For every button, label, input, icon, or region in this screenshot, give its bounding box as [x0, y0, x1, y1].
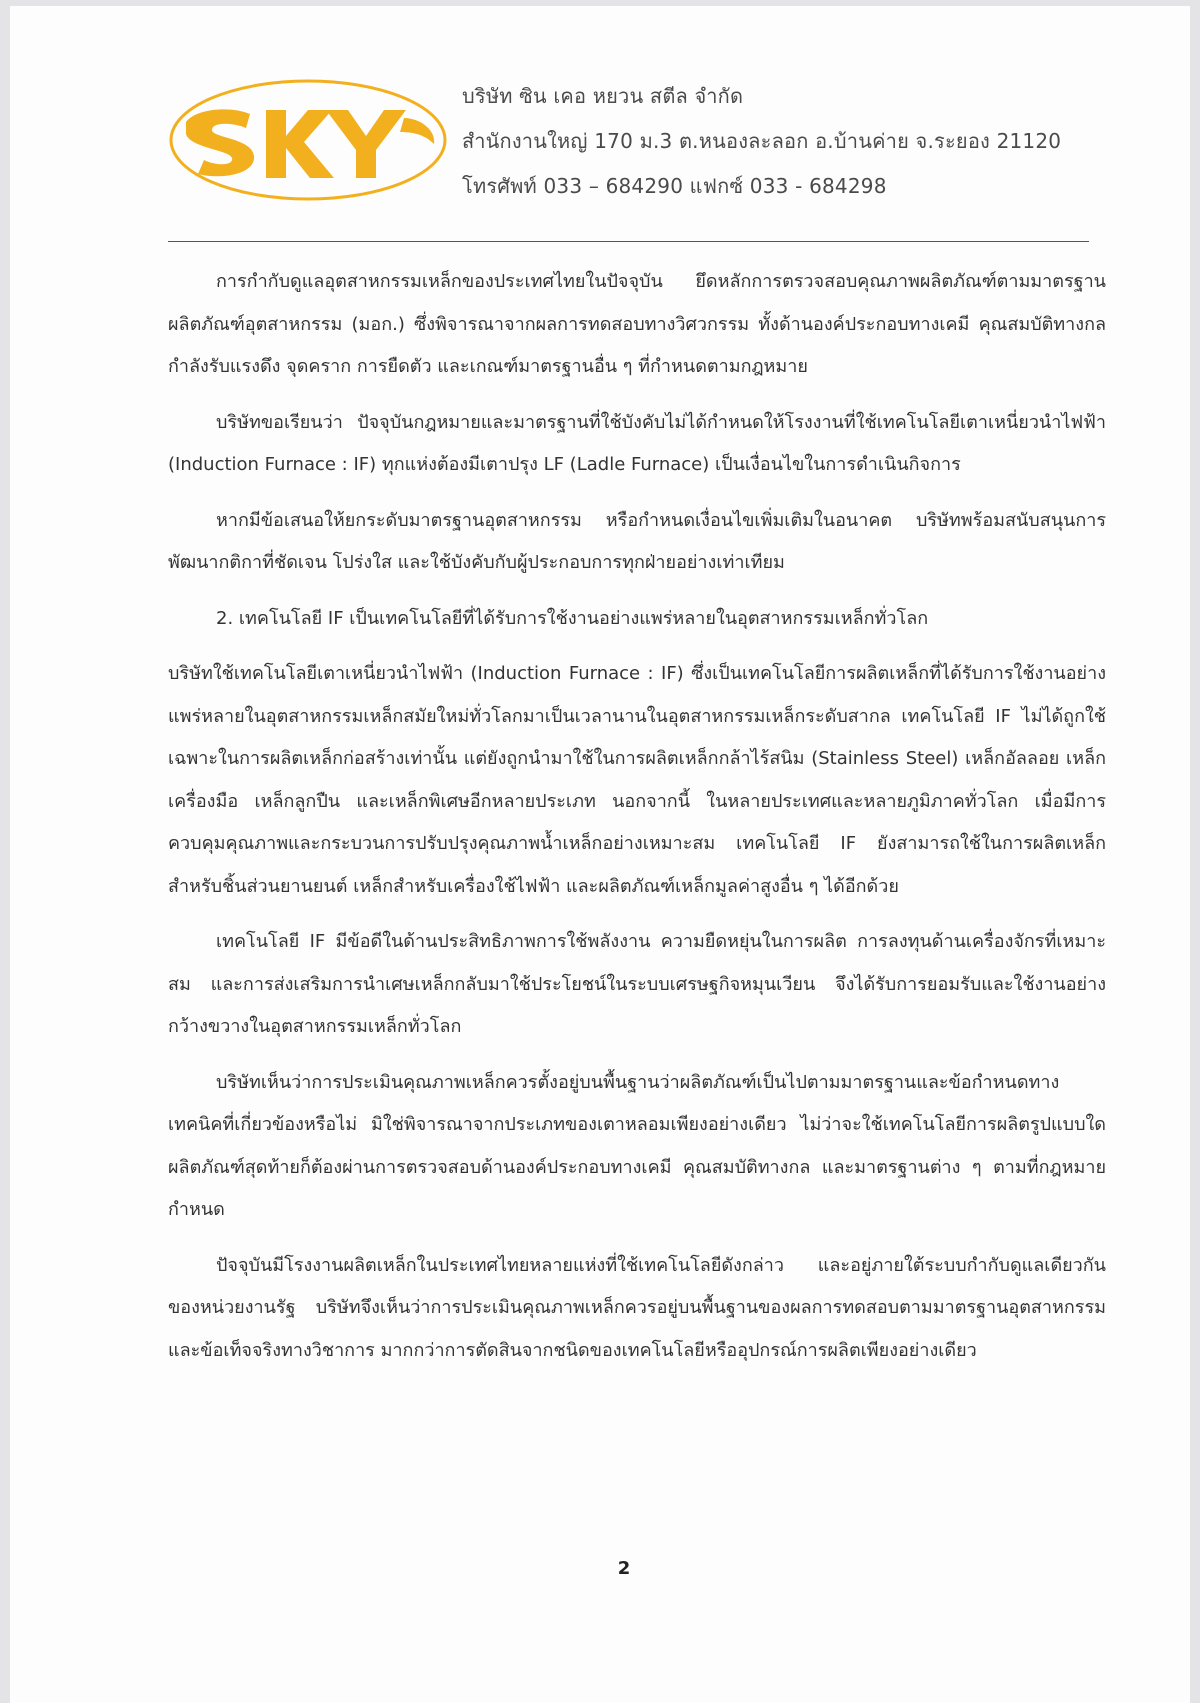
- paragraph-3: หากมีข้อเสนอให้ยกระดับมาตรฐานอุตสาหกรรม หรือกำหนดเงื่อนไขเพิ่มเติมในอนาคต บริษัทพร้อมสนับสนุนการพัฒนากติกาที่ชัดเจน โปร่งใส และใช้บังคับกับผู้ประกอบการทุกฝ่ายอย่างเท่าเทียม: [168, 509, 1106, 573]
- document-body: [168, 261, 1106, 1385]
- paragraph-1: การกำกับดูแลอุตสาหกรรมเหล็กของประเทศไทยในปัจจุบัน ยึดหลักการตรวจสอบคุณภาพผลิตภัณฑ์ตามมาตรฐานผลิตภัณฑ์อุตสาหกรรม (มอก.) ซึ่งพิจารณาจากผลการทดสอบทางวิศวกรรม ทั้งด้านองค์ประกอบทางเคมี คุณสมบัติทางกล กำลังรับแรงดึง จุดคราก การยืดตัว และเกณฑ์มาตรฐานอื่น ๆ ที่กำหนดตามกฎหมาย: [168, 271, 1106, 377]
- section-heading-2: 2. เทคโนโลยี IF เป็นเทคโนโลยีที่ได้รับการใช้งานอย่างแพร่หลายในอุตสาหกรรมเหล็กทั่วโลก: [216, 607, 929, 629]
- letterhead: [462, 74, 1122, 209]
- company-logo: [168, 78, 448, 202]
- page-number: 2: [617, 1558, 631, 1579]
- company-address: สำนักงานใหญ่ 170 ม.3 ต.หนองละลอก อ.บ้านค่าย จ.ระยอง 21120: [462, 129, 1062, 153]
- page-frame-right: [1190, 0, 1200, 1703]
- letterhead-divider: [168, 241, 1089, 242]
- page-frame-left: [0, 0, 10, 1703]
- company-contact: โทรศัพท์ 033 – 684290 แฟกซ์ 033 - 684298: [462, 174, 887, 198]
- page-frame-top: [0, 0, 1200, 6]
- paragraph-5: เทคโนโลยี IF มีข้อดีในด้านประสิทธิภาพการใช้พลังงาน ความยืดหยุ่นในการผลิต การลงทุนด้านเครื่องจักรที่เหมาะสม และการส่งเสริมการนำเศษเหล็กกลับมาใช้ประโยชน์ในระบบเศรษฐกิจหมุนเวียน จึงได้รับการยอมรับและใช้งานอย่างกว้างขวางในอุตสาหกรรมเหล็กทั่วโลก: [168, 931, 1106, 1037]
- company-name: บริษัท ซิน เคอ หยวน สตีล จำกัด: [462, 84, 744, 108]
- paragraph-7: ปัจจุบันมีโรงงานผลิตเหล็กในประเทศไทยหลายแห่งที่ใช้เทคโนโลยีดังกล่าว และอยู่ภายใต้ระบบกำกับดูแลเดียวกันของหน่วยงานรัฐ บริษัทจึงเห็นว่าการประเมินคุณภาพเหล็กควรอยู่บนพื้นฐานของผลการทดสอบตามมาตรฐานอุตสาหกรรมและข้อเท็จจริงทางวิชาการ มากกว่าการตัดสินจากชนิดของเทคโนโลยีหรืออุปกรณ์การผลิตเพียงอย่างเดียว: [168, 1254, 1106, 1361]
- paragraph-6: บริษัทเห็นว่าการประเมินคุณภาพเหล็กควรตั้งอยู่บนพื้นฐานว่าผลิตภัณฑ์เป็นไปตามมาตรฐานและข้อกำหนดทางเทคนิคที่เกี่ยวข้องหรือไม่ มิใช่พิจารณาจากประเภทของเตาหลอมเพียงอย่างเดียว ไม่ว่าจะใช้เทคโนโลยีการผลิตรูปแบบใด ผลิตภัณฑ์สุดท้ายก็ต้องผ่านการตรวจสอบด้านองค์ประกอบทางเคมี คุณสมบัติทางกล และมาตรฐานต่าง ๆ ตามที่กฎหมายกำหนด: [168, 1071, 1106, 1220]
- paragraph-4: บริษัทใช้เทคโนโลยีเตาเหนี่ยวนำไฟฟ้า (Induction Furnace : IF) ซึ่งเป็นเทคโนโลยีการผลิตเหล็กที่ได้รับการใช้งานอย่างแพร่หลายในอุตสาหกรรมเหล็กสมัยใหม่ทั่วโลกมาเป็นเวลานานในอุตสาหกรรมเหล็กระดับสากล เทคโนโลยี IF ไม่ได้ถูกใช้เฉพาะในการผลิตเหล็กก่อสร้างเท่านั้น แต่ยังถูกนำมาใช้ในการผลิตเหล็กกล้าไร้สนิม (Stainless Steel) เหล็กอัลลอย เหล็กเครื่องมือ เหล็กลูกปืน และเหล็กพิเศษอีกหลายประเภท นอกจากนี้ ในหลายประเทศและหลายภูมิภาคทั่วโลก เมื่อมีการควบคุมคุณภาพและกระบวนการปรับปรุงคุณภาพน้ำเหล็กอย่างเหมาะสม เทคโนโลยี IF ยังสามารถใช้ในการผลิตเหล็กสำหรับชิ้นส่วนยานยนต์ เหล็กสำหรับเครื่องใช้ไฟฟ้า และผลิตภัณฑ์เหล็กมูลค่าสูงอื่น ๆ ได้อีกด้วย: [168, 663, 1106, 897]
- paragraph-2: บริษัทขอเรียนว่า ปัจจุบันกฎหมายและมาตรฐานที่ใช้บังคับไม่ได้กำหนดให้โรงงานที่ใช้เทคโนโลยีเตาเหนี่ยวนำไฟฟ้า (Induction Furnace : IF) ทุกแห่งต้องมีเตาปรุง LF (Ladle Furnace) เป็นเงื่อนไขในการดำเนินกิจการ: [168, 411, 1106, 475]
